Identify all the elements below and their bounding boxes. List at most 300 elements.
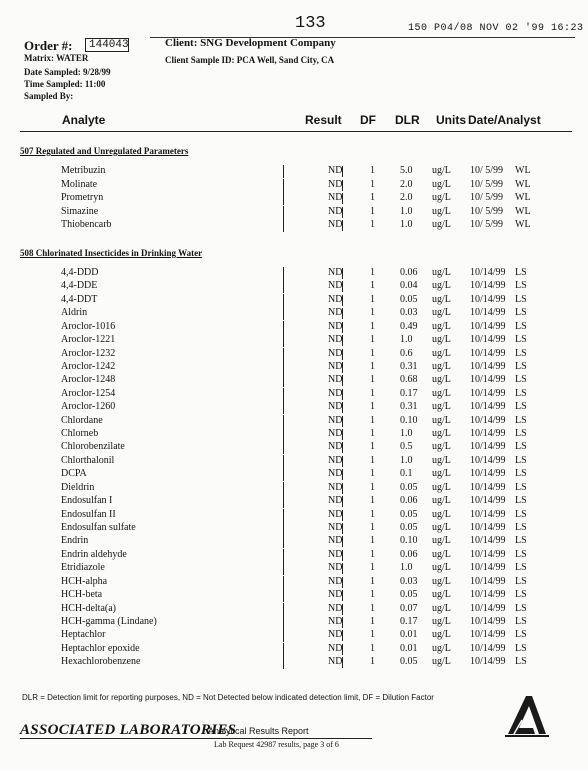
analyte-name: Endosulfan II xyxy=(61,508,116,520)
detection-limit: 0.04 xyxy=(400,280,418,292)
analysis-date: 10/14/99 xyxy=(470,629,506,641)
dilution-factor: 1 xyxy=(370,629,375,641)
units-value: ug/L xyxy=(432,347,451,359)
col-units: Units xyxy=(436,113,466,127)
result-divider xyxy=(342,207,343,218)
col-analyte: Analyte xyxy=(62,113,106,127)
cell-divider xyxy=(283,656,284,669)
cell-divider xyxy=(283,549,284,562)
dilution-factor: 1 xyxy=(370,205,375,217)
result-value: ND xyxy=(328,401,343,413)
detection-limit: 0.1 xyxy=(400,468,413,480)
table-row xyxy=(0,522,588,535)
analyst-initials: LS xyxy=(515,401,527,413)
analysis-date: 10/14/99 xyxy=(470,615,506,627)
analyte-name: Chlorobenzilate xyxy=(61,441,125,453)
result-divider xyxy=(342,268,343,279)
dilution-factor: 1 xyxy=(370,334,375,346)
cell-divider xyxy=(283,267,284,280)
analysis-date: 10/14/99 xyxy=(470,562,506,574)
result-divider xyxy=(342,166,343,177)
table-row xyxy=(0,589,588,602)
analyte-name: Chlorneb xyxy=(61,428,99,440)
analysis-date: 10/14/99 xyxy=(470,293,506,305)
units-value: ug/L xyxy=(432,575,451,587)
analyte-name: Hexachlorobenzene xyxy=(61,656,141,668)
cell-divider xyxy=(283,165,284,178)
detection-limit: 0.06 xyxy=(400,267,418,278)
result-value: ND xyxy=(328,192,343,203)
units-value: ug/L xyxy=(432,414,451,426)
analysis-date: 10/14/99 xyxy=(470,602,506,614)
dilution-factor: 1 xyxy=(370,428,375,440)
footer-rule xyxy=(20,738,372,739)
units-value: ug/L xyxy=(432,481,451,493)
detection-limit: 0.10 xyxy=(400,414,418,426)
table-row xyxy=(0,495,588,508)
units-value: ug/L xyxy=(432,428,451,440)
cell-divider xyxy=(283,455,284,468)
dilution-factor: 1 xyxy=(370,307,375,319)
page-number: 133 xyxy=(295,14,326,33)
table-row xyxy=(0,307,588,320)
table-row xyxy=(0,294,588,307)
detection-limit: 0.05 xyxy=(400,521,418,533)
result-divider xyxy=(342,577,343,588)
analyst-initials: LS xyxy=(515,589,527,601)
analyte-name: HCH-alpha xyxy=(61,575,108,587)
detection-limit: 0.03 xyxy=(400,575,418,587)
analyst-initials: LS xyxy=(515,495,527,507)
result-value: ND xyxy=(328,205,343,217)
units-value: ug/L xyxy=(432,535,451,547)
cell-divider xyxy=(283,468,284,481)
table-row xyxy=(0,206,588,219)
result-divider xyxy=(342,362,343,373)
report-type: Analytical Results Report xyxy=(208,726,309,736)
dilution-factor: 1 xyxy=(370,562,375,574)
detection-limit: 1.0 xyxy=(400,454,413,466)
units-value: ug/L xyxy=(432,307,451,319)
analysis-date: 10/14/99 xyxy=(470,334,506,346)
result-divider xyxy=(342,590,343,601)
units-value: ug/L xyxy=(432,165,451,176)
analysis-date: 10/14/99 xyxy=(470,428,506,440)
table-row xyxy=(0,321,588,334)
units-value: ug/L xyxy=(432,602,451,614)
dilution-factor: 1 xyxy=(370,521,375,533)
cell-divider xyxy=(283,206,284,219)
table-row xyxy=(0,348,588,361)
units-value: ug/L xyxy=(432,205,451,217)
analyst-initials: LS xyxy=(515,602,527,614)
units-value: ug/L xyxy=(432,441,451,453)
dilution-factor: 1 xyxy=(370,615,375,627)
dilution-factor: 1 xyxy=(370,495,375,507)
units-value: ug/L xyxy=(432,293,451,305)
analyte-name: Thiobencarb xyxy=(61,219,112,230)
analysis-date: 10/14/99 xyxy=(470,521,506,533)
dilution-factor: 1 xyxy=(370,481,375,493)
analysis-date: 10/14/99 xyxy=(470,454,506,466)
result-value: ND xyxy=(328,548,343,560)
result-value: ND xyxy=(328,387,343,399)
analyst-initials: LS xyxy=(515,562,527,574)
analyst-initials: LS xyxy=(515,347,527,359)
col-date-analyst: Date/Analyst xyxy=(468,113,541,127)
cell-divider xyxy=(283,294,284,307)
units-value: ug/L xyxy=(432,589,451,601)
table-row xyxy=(0,415,588,428)
client-sample-id: Client Sample ID: PCA Well, Sand City, CA xyxy=(165,55,335,65)
result-divider xyxy=(342,308,343,319)
detection-limit: 0.05 xyxy=(400,508,418,520)
analysis-date: 10/14/99 xyxy=(470,414,506,426)
detection-limit: 2.0 xyxy=(400,192,413,203)
dilution-factor: 1 xyxy=(370,347,375,359)
dilution-factor: 1 xyxy=(370,280,375,292)
detection-limit: 1.0 xyxy=(400,219,413,230)
result-divider xyxy=(342,375,343,386)
table-row xyxy=(0,179,588,192)
result-divider xyxy=(342,563,343,574)
result-divider xyxy=(342,322,343,333)
analysis-date: 10/14/99 xyxy=(470,441,506,453)
table-row xyxy=(0,388,588,401)
dilution-factor: 1 xyxy=(370,589,375,601)
dilution-factor: 1 xyxy=(370,320,375,332)
lab-name: ASSOCIATED LABORATORIES xyxy=(20,722,237,738)
time-sampled: Time Sampled: 11:00 xyxy=(24,79,106,89)
analyst-initials: LS xyxy=(515,575,527,587)
table-row xyxy=(0,509,588,522)
analyst-initials: LS xyxy=(515,387,527,399)
analyte-name: Aroclor-1242 xyxy=(61,360,116,372)
analysis-date: 10/14/99 xyxy=(470,468,506,480)
analyst-initials: LS xyxy=(515,468,527,480)
cell-divider xyxy=(283,321,284,334)
dilution-factor: 1 xyxy=(370,192,375,203)
result-value: ND xyxy=(328,347,343,359)
cell-divider xyxy=(283,603,284,616)
analyte-name: Dieldrin xyxy=(61,481,95,493)
analyte-name: Simazine xyxy=(61,205,99,217)
analyte-name: Aroclor-1221 xyxy=(61,334,116,346)
analyst-initials: LS xyxy=(515,548,527,560)
units-value: ug/L xyxy=(432,548,451,560)
result-value: ND xyxy=(328,267,343,278)
cell-divider xyxy=(283,576,284,589)
cell-divider xyxy=(283,192,284,205)
result-value: ND xyxy=(328,441,343,453)
analyte-name: Prometryn xyxy=(61,192,104,203)
result-divider xyxy=(342,550,343,561)
units-value: ug/L xyxy=(432,192,451,203)
analyte-name: Aroclor-1248 xyxy=(61,374,116,386)
col-result: Result xyxy=(305,113,342,127)
result-divider xyxy=(342,604,343,615)
units-value: ug/L xyxy=(432,508,451,520)
analysis-date: 10/14/99 xyxy=(470,360,506,372)
result-divider xyxy=(342,617,343,628)
result-divider xyxy=(342,456,343,467)
table-row xyxy=(0,656,588,669)
result-divider xyxy=(342,416,343,427)
analysis-date: 10/14/99 xyxy=(470,280,506,292)
table-row xyxy=(0,192,588,205)
result-divider xyxy=(342,496,343,507)
units-value: ug/L xyxy=(432,642,451,654)
cell-divider xyxy=(283,307,284,320)
result-value: ND xyxy=(328,495,343,507)
table-row xyxy=(0,562,588,575)
result-value: ND xyxy=(328,615,343,627)
units-value: ug/L xyxy=(432,334,451,346)
dilution-factor: 1 xyxy=(370,454,375,466)
result-value: ND xyxy=(328,293,343,305)
matrix: Matrix: WATER xyxy=(24,53,89,63)
detection-limit: 0.01 xyxy=(400,642,418,654)
units-value: ug/L xyxy=(432,468,451,480)
cell-divider xyxy=(283,562,284,575)
table-row xyxy=(0,576,588,589)
units-value: ug/L xyxy=(432,656,451,668)
detection-limit: 1.0 xyxy=(400,428,413,440)
analysis-date: 10/14/99 xyxy=(470,575,506,587)
units-value: ug/L xyxy=(432,320,451,332)
analyst-initials: LS xyxy=(515,320,527,332)
table-row xyxy=(0,280,588,293)
dilution-factor: 1 xyxy=(370,267,375,278)
cell-divider xyxy=(283,482,284,495)
analysis-date: 10/14/99 xyxy=(470,307,506,319)
detection-limit: 0.17 xyxy=(400,615,418,627)
units-value: ug/L xyxy=(432,521,451,533)
analyte-name: DCPA xyxy=(61,468,87,480)
analyte-name: Endrin aldehyde xyxy=(61,548,127,560)
analyte-name: Heptachlor epoxide xyxy=(61,642,140,654)
result-divider xyxy=(342,644,343,655)
dilution-factor: 1 xyxy=(370,441,375,453)
analysis-date: 10/14/99 xyxy=(470,642,506,654)
units-value: ug/L xyxy=(432,178,451,190)
units-value: ug/L xyxy=(432,387,451,399)
dilution-factor: 1 xyxy=(370,656,375,668)
cell-divider xyxy=(283,495,284,508)
analyst-initials: LS xyxy=(515,374,527,386)
cell-divider xyxy=(283,589,284,602)
analyte-name: Aroclor-1254 xyxy=(61,387,116,399)
result-value: ND xyxy=(328,280,343,292)
units-value: ug/L xyxy=(432,401,451,413)
result-divider xyxy=(342,523,343,534)
cell-divider xyxy=(283,415,284,428)
column-header-rule xyxy=(20,131,572,132)
table-row xyxy=(0,455,588,468)
analyst-initials: LS xyxy=(515,280,527,292)
result-divider xyxy=(342,220,343,231)
analyte-name: HCH-delta(a) xyxy=(61,602,116,614)
cell-divider xyxy=(283,629,284,642)
analyst-initials: LS xyxy=(515,360,527,372)
dilution-factor: 1 xyxy=(370,360,375,372)
order-number: 144043 xyxy=(85,38,129,52)
dilution-factor: 1 xyxy=(370,293,375,305)
order-label: Order #: xyxy=(24,38,73,53)
detection-limit: 0.68 xyxy=(400,374,418,386)
dilution-factor: 1 xyxy=(370,401,375,413)
analyte-name: Etridiazole xyxy=(61,562,105,574)
analyte-name: 4,4-DDD xyxy=(61,267,99,278)
cell-divider xyxy=(283,280,284,293)
result-divider xyxy=(342,510,343,521)
analyst-initials: WL xyxy=(515,205,531,217)
result-value: ND xyxy=(328,535,343,547)
analyst-initials: LS xyxy=(515,656,527,668)
table-row xyxy=(0,441,588,454)
analysis-date: 10/ 5/99 xyxy=(470,178,504,190)
analysis-date: 10/14/99 xyxy=(470,387,506,399)
result-value: ND xyxy=(328,454,343,466)
units-value: ug/L xyxy=(432,454,451,466)
analyte-name: Metribuzin xyxy=(61,165,106,176)
table-row xyxy=(0,482,588,495)
cell-divider xyxy=(283,616,284,629)
detection-limit: 0.6 xyxy=(400,347,413,359)
units-value: ug/L xyxy=(432,267,451,278)
analysis-date: 10/14/99 xyxy=(470,267,506,278)
result-divider xyxy=(342,442,343,453)
analyst-initials: LS xyxy=(515,307,527,319)
dilution-factor: 1 xyxy=(370,535,375,547)
result-value: ND xyxy=(328,589,343,601)
analyte-name: HCH-gamma (Lindane) xyxy=(61,615,157,627)
result-divider xyxy=(342,657,343,668)
cell-divider xyxy=(283,388,284,401)
result-value: ND xyxy=(328,320,343,332)
analyte-name: Aroclor-1260 xyxy=(61,401,116,413)
detection-limit: 2.0 xyxy=(400,178,413,190)
analyst-initials: WL xyxy=(515,192,531,203)
fax-header: 150 P04/08 NOV 02 '99 16:23 xyxy=(408,23,584,34)
result-value: ND xyxy=(328,414,343,426)
detection-limit: 0.49 xyxy=(400,320,418,332)
analyst-initials: LS xyxy=(515,615,527,627)
dilution-factor: 1 xyxy=(370,468,375,480)
detection-limit: 0.31 xyxy=(400,360,418,372)
analysis-date: 10/14/99 xyxy=(470,347,506,359)
cell-divider xyxy=(283,535,284,548)
result-value: ND xyxy=(328,481,343,493)
dilution-factor: 1 xyxy=(370,642,375,654)
analyst-initials: LS xyxy=(515,293,527,305)
result-value: ND xyxy=(328,374,343,386)
analyte-name: 4,4-DDE xyxy=(61,280,98,292)
dilution-factor: 1 xyxy=(370,374,375,386)
analysis-date: 10/14/99 xyxy=(470,589,506,601)
table-row xyxy=(0,616,588,629)
detection-limit: 0.05 xyxy=(400,656,418,668)
analysis-date: 10/ 5/99 xyxy=(470,192,504,203)
cell-divider xyxy=(283,441,284,454)
analysis-date: 10/14/99 xyxy=(470,320,506,332)
result-value: ND xyxy=(328,521,343,533)
result-divider xyxy=(342,349,343,360)
table-row xyxy=(0,629,588,642)
sampled-by: Sampled By: xyxy=(24,91,74,101)
analysis-date: 10/14/99 xyxy=(470,535,506,547)
analyte-name: Heptachlor xyxy=(61,629,106,641)
analysis-date: 10/14/99 xyxy=(470,495,506,507)
analyte-name: Aroclor-1016 xyxy=(61,320,116,332)
cell-divider xyxy=(283,219,284,232)
result-divider xyxy=(342,469,343,480)
result-value: ND xyxy=(328,360,343,372)
table-row xyxy=(0,267,588,280)
analyte-name: 4,4-DDT xyxy=(61,293,98,305)
result-value: ND xyxy=(328,334,343,346)
result-divider xyxy=(342,335,343,346)
result-divider xyxy=(342,295,343,306)
analysis-date: 10/ 5/99 xyxy=(470,219,504,230)
result-value: ND xyxy=(328,575,343,587)
analyst-initials: WL xyxy=(515,178,531,190)
analyst-initials: LS xyxy=(515,642,527,654)
result-divider xyxy=(342,389,343,400)
result-value: ND xyxy=(328,468,343,480)
dilution-factor: 1 xyxy=(370,219,375,230)
cell-divider xyxy=(283,361,284,374)
analysis-date: 10/14/99 xyxy=(470,508,506,520)
section-507-title: 507 Regulated and Unregulated Parameters xyxy=(20,146,189,156)
dilution-factor: 1 xyxy=(370,508,375,520)
cell-divider xyxy=(283,509,284,522)
analyst-initials: LS xyxy=(515,629,527,641)
dilution-factor: 1 xyxy=(370,414,375,426)
result-value: ND xyxy=(328,656,343,668)
analysis-date: 10/14/99 xyxy=(470,481,506,493)
associated-laboratories-logo-icon xyxy=(502,690,552,740)
lab-request: Lab Request 42987 results, page 3 of 6 xyxy=(214,740,339,749)
detection-limit: 0.10 xyxy=(400,535,418,547)
detection-limit: 1.0 xyxy=(400,562,413,574)
analyte-name: Endosulfan I xyxy=(61,495,113,507)
result-value: ND xyxy=(328,219,343,230)
result-value: ND xyxy=(328,178,343,190)
cell-divider xyxy=(283,374,284,387)
table-row xyxy=(0,643,588,656)
result-divider xyxy=(342,536,343,547)
result-value: ND xyxy=(328,629,343,641)
dilution-factor: 1 xyxy=(370,387,375,399)
table-row xyxy=(0,428,588,441)
detection-limit: 1.0 xyxy=(400,205,413,217)
units-value: ug/L xyxy=(432,280,451,292)
analyte-name: Chlordane xyxy=(61,414,103,426)
dilution-factor: 1 xyxy=(370,548,375,560)
cell-divider xyxy=(283,179,284,192)
result-divider xyxy=(342,281,343,292)
analyst-initials: LS xyxy=(515,521,527,533)
units-value: ug/L xyxy=(432,615,451,627)
table-row xyxy=(0,603,588,616)
dilution-factor: 1 xyxy=(370,575,375,587)
result-value: ND xyxy=(328,642,343,654)
analyte-name: Aroclor-1232 xyxy=(61,347,116,359)
result-value: ND xyxy=(328,307,343,319)
detection-limit: 0.06 xyxy=(400,495,418,507)
table-row xyxy=(0,374,588,387)
